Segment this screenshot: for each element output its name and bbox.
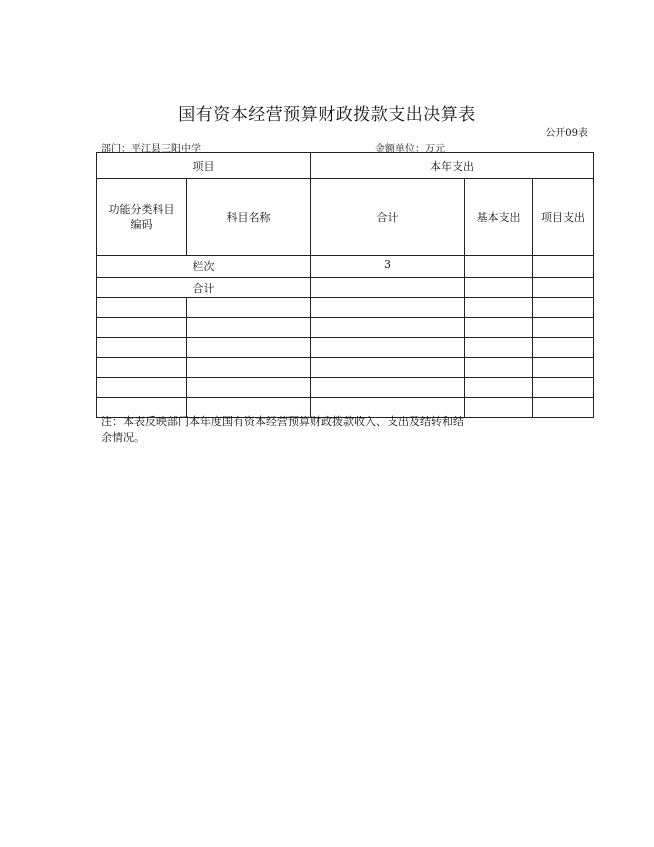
col-header-project: 项目支出 xyxy=(533,179,594,256)
row-sum-label: 合计 xyxy=(97,278,311,298)
expenditure-table xyxy=(96,152,594,418)
table-cell xyxy=(533,358,594,378)
table-cell xyxy=(533,398,594,418)
table-row xyxy=(97,298,594,318)
table-cell xyxy=(187,338,311,358)
table-cell xyxy=(97,298,187,318)
table-note: 注：本表反映部门本年度国有资本经营预算财政拨款收入、支出及结转和结余情况。 xyxy=(101,415,464,444)
table-cell xyxy=(533,278,594,298)
table-cell xyxy=(311,358,465,378)
table-cell xyxy=(187,318,311,338)
table-cell xyxy=(311,378,465,398)
table-cell xyxy=(533,318,594,338)
table-row xyxy=(97,378,594,398)
table-cell xyxy=(533,338,594,358)
table-cell xyxy=(465,298,533,318)
table-cell xyxy=(465,318,533,338)
table-row xyxy=(97,318,594,338)
table-cell xyxy=(97,318,187,338)
table-cell xyxy=(311,318,465,338)
table-subheader-row xyxy=(97,179,594,256)
table-row xyxy=(97,338,594,358)
table-cell xyxy=(533,378,594,398)
table-cell xyxy=(311,278,465,298)
department-label: 部门：平江县三阳中学 xyxy=(101,144,201,155)
row-seq-label: 栏次 xyxy=(97,256,311,278)
col-header-name: 科目名称 xyxy=(187,179,311,256)
table-cell xyxy=(465,358,533,378)
unit-label: 金额单位：万元 xyxy=(375,144,445,155)
table-cell xyxy=(465,398,533,418)
table-row-sequence xyxy=(97,256,594,278)
header-current-year-expenditure: 本年支出 xyxy=(311,153,594,179)
table-cell xyxy=(533,256,594,278)
table-cell xyxy=(311,338,465,358)
table-cell xyxy=(311,298,465,318)
table-cell xyxy=(533,298,594,318)
header-project: 项目 xyxy=(97,153,311,179)
col-header-code: 功能分类科目编码 xyxy=(97,179,187,256)
table-cell xyxy=(465,338,533,358)
col-header-basic: 基本支出 xyxy=(465,179,533,256)
table-row xyxy=(97,358,594,378)
table-cell xyxy=(465,256,533,278)
table-cell xyxy=(97,378,187,398)
table-cell xyxy=(97,338,187,358)
table-header-row xyxy=(97,153,594,179)
form-code: 公开09表 xyxy=(545,128,588,139)
page-title: 国有资本经营预算财政拨款支出决算表 xyxy=(178,105,476,125)
table-cell xyxy=(187,298,311,318)
table-cell xyxy=(97,358,187,378)
table-cell xyxy=(465,378,533,398)
table-cell xyxy=(187,378,311,398)
col-header-total: 合计 xyxy=(311,179,465,256)
table-row-sum xyxy=(97,278,594,298)
row-seq-total: 3 xyxy=(311,256,465,278)
table-cell xyxy=(465,278,533,298)
table-cell xyxy=(187,358,311,378)
